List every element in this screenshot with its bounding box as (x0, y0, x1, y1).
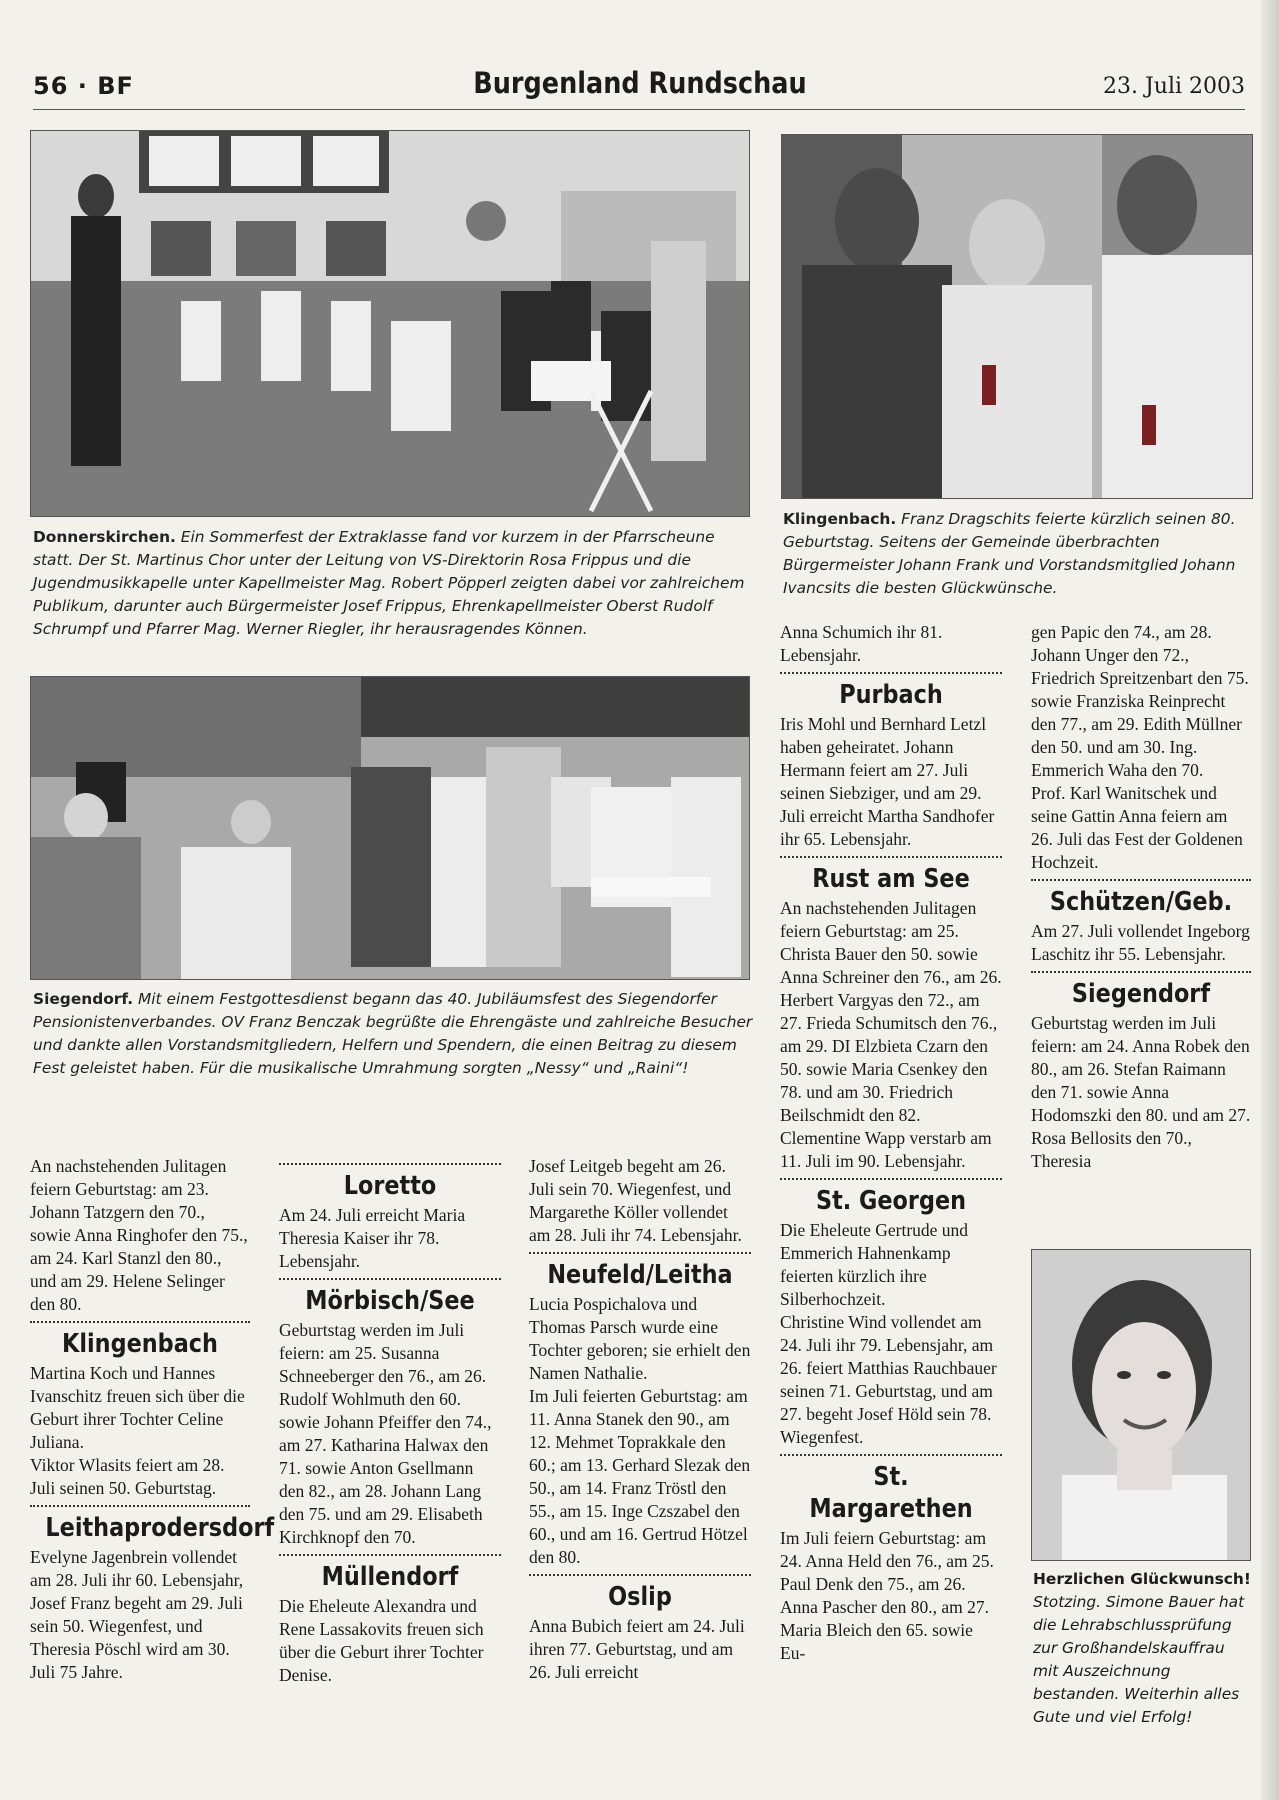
column-1 (30, 1155, 275, 1684)
dotted-divider (780, 1454, 1002, 1456)
paragraph: An nachstehenden Julitagen feiern Geburtstag: am 23. Johann Tatzgern den 70., sowie Anna Ringhofer den 75., am 24. Karl Stanzl den 80., und am 29. Helene Selinger den 80. (30, 1156, 248, 1314)
paragraph: Im Juli feierten Geburtstag: am 11. Anna Stanek den 90., am 12. Mehmet Toprakkale den 60.; am 13. Gerhard Slezak den 50., am 14. Franz Tröstl den 55., am 15. Inge Czszabel den 60., und am 16. Gertrud Hötzel den 80. (529, 1386, 751, 1567)
paragraph: An nachstehenden Julitagen feiern Geburtstag: am 25. Christa Bauer den 50. sowie Anna Schreiner den 76., am 26. Herbert Vargyas den 72., am 27. Frieda Schumitsch den 76., am 29. DI Elzbieta Czarn den 50. sowie Maria Csenkey den 78. und am 30. Friedrich Beilschmidt den 82. (780, 898, 1002, 1125)
dotted-divider (279, 1163, 501, 1165)
dotted-divider (529, 1252, 751, 1254)
column-5 (1031, 621, 1251, 1173)
dotted-divider (279, 1554, 501, 1556)
paragraph: gen Papic den 74., am 28. Johann Unger den 72., Friedrich Spreitzenbart den 75. sowie Franziska Reinprecht den 77., am 29. Edith Müllner den 50. und am 30. Ing. Emmerich Waha den 70. (1031, 622, 1249, 780)
dotted-divider (780, 672, 1002, 674)
section-heading: Klingenbach (62, 1329, 218, 1359)
paragraph: Am 27. Juli vollendet Ingeborg Laschitz ihr 55. Lebensjahr. (1031, 921, 1250, 964)
section-heading: Siegendorf (1071, 979, 1211, 1009)
header-rule (33, 109, 1245, 110)
paragraph: Evelyne Jagenbrein vollendet am 28. Juli ihr 60. Lebensjahr, Josef Franz begeht am 29. Juli sein 50. Wiegenfest, und Theresia Pöschl wird am 30. Juli 75 Jahre. (30, 1547, 244, 1682)
paragraph: Viktor Wlasits feiert am 28. Juli seinen 50. Geburtstag. (30, 1455, 225, 1498)
paragraph: Prof. Karl Wanitschek und seine Gattin Anna feiern am 26. Juli das Fest der Goldenen Hochzeit. (1031, 783, 1243, 872)
column-3 (529, 1155, 751, 1684)
page-section: 56 · BF (33, 72, 134, 100)
caption-donnerskirchen (33, 526, 753, 641)
caption-portrait (1033, 1568, 1253, 1729)
dotted-divider (1031, 971, 1251, 973)
section-heading: Oslip (608, 1582, 672, 1612)
column-4 (780, 621, 1002, 1665)
paragraph: Im Juli feiern Geburtstag: am 24. Anna Held den 76., am 25. Paul Denk den 75., am 26. Anna Pascher den 80., am 27. Maria Bleich den 65. sowie Eu- (780, 1528, 994, 1663)
caption-text: Mit einem Festgottesdienst begann das 40. Jubiläumsfest des Siegendorfer Pensionistenverbandes. OV Franz Benczak begrüßte die Ehrengäste und zahlreiche Besucher und dankte allen Vorstandsmitgliedern, Helfern und Spendern, die einen Beitrag zu diesem Fest geleistet haben. Für die musikalische Umrahmung sorgten „Nessy“ und „Raini“! (33, 990, 753, 1077)
caption-place: Donnerskirchen. (33, 528, 176, 546)
paragraph: Martina Koch und Hannes Ivanschitz freuen sich über die Geburt ihrer Tochter Celine Juliana. (30, 1363, 245, 1452)
caption-text: Stotzing. Simone Bauer hat die Lehrabschlussprüfung zur Großhandelskauffrau mit Auszeichnung bestanden. Weiterhin alles Gute und viel Erfolg! (1033, 1593, 1245, 1726)
klingenbach-photo (781, 134, 1253, 499)
scan-edge (1261, 0, 1279, 1800)
paragraph: Geburtstag werden im Juli feiern: am 24. Anna Robek den 80., am 26. Stefan Raimann den 71. sowie Anna Hodomszki den 80. und am 27. Rosa Bellosits den 70., Theresia (1031, 1013, 1251, 1171)
paragraph: Josef Leitgeb begeht am 26. Juli sein 70. Wiegenfest, und Margarethe Köller vollendet am 28. Juli ihr 74. Lebensjahr. (529, 1156, 742, 1245)
paragraph: Geburtstag werden im Juli feiern: am 25. Susanna Schneeberger den 76., am 26. Rudolf Wohlmuth den 60. sowie Johann Pfeiffer den 74., am 27. Katharina Halwax den 71. sowie Anton Gsellmann den 82., am 28. Johann Lang den 75. und am 29. Elisabeth Kirchknopf den 70. (279, 1320, 492, 1547)
caption-text: Franz Dragschits feierte kürzlich seinen 80. Geburtstag. Seitens der Gemeinde überbrachten Bürgermeister Johann Frank und Vorstandsmitglied Johann Ivancsits die besten Glückwünsche. (783, 510, 1236, 597)
dotted-divider (780, 1178, 1002, 1180)
section-heading: St. Margarethen (809, 1462, 973, 1524)
section-heading: Purbach (839, 680, 943, 710)
portrait-photo (1031, 1249, 1251, 1561)
paragraph: Am 24. Juli erreicht Maria Theresia Kaiser ihr 78. Lebensjahr. (279, 1205, 466, 1271)
dotted-divider (1031, 879, 1251, 881)
paragraph: Die Eheleute Gertrude und Emmerich Hahnenkamp feierten kürzlich ihre Silberhochzeit. (780, 1220, 969, 1309)
column-2 (279, 1158, 501, 1687)
caption-klingenbach (783, 508, 1253, 600)
issue-date: 23. Juli 2003 (1102, 74, 1245, 99)
siegendorf-photo (30, 676, 750, 980)
newspaper-title: Burgenland Rundschau (473, 66, 807, 100)
band-photo (30, 130, 750, 517)
section-heading: Rust am See (812, 864, 970, 894)
section-heading: Neufeld/Leitha (547, 1260, 733, 1290)
dotted-divider (780, 856, 1002, 858)
section-heading: Mörbisch/See (305, 1286, 475, 1316)
paragraph: Lucia Pospichalova und Thomas Parsch wurde eine Tochter geboren; sie erhielt den Namen Nathalie. (529, 1294, 751, 1383)
section-heading: Müllendorf (321, 1562, 459, 1592)
section-heading: St. Georgen (815, 1186, 967, 1216)
caption-place: Klingenbach. (783, 510, 897, 528)
paragraph: Clementine Wapp verstarb am 11. Juli im 90. Lebensjahr. (780, 1128, 992, 1171)
section-heading: Schützen/Geb. (1049, 887, 1233, 917)
caption-text: Ein Sommerfest der Extraklasse fand vor kurzem in der Pfarrscheune statt. Der St. Martinus Chor unter der Leitung von VS-Direktorin Rosa Frippus und die Jugendmusikkapelle unter Kapellmeister Mag. Robert Pöpperl zeigten dabei vor zahlreichem Publikum, darunter auch Bürgermeister Josef Frippus, Ehrenkapellmeister Oberst Rudolf Schrumpf und Pfarrer Mag. Werner Riegler, ihr herausragendes Können. (33, 528, 745, 638)
section-heading: Loretto (343, 1171, 437, 1201)
paragraph: Christine Wind vollendet am 24. Juli ihr 79. Lebensjahr, am 26. feiert Matthias Rauchbauer seinen 71. Geburtstag, und am 27. begeht Josef Höld sein 78. Wiegenfest. (780, 1312, 997, 1447)
dotted-divider (30, 1505, 250, 1507)
paragraph: Die Eheleute Alexandra und Rene Lassakovits freuen sich über die Geburt ihrer Tochter Denise. (279, 1596, 484, 1685)
caption-siegendorf (33, 988, 753, 1080)
caption-heading: Herzlichen Glückwunsch! (1033, 1570, 1251, 1588)
dotted-divider (279, 1278, 501, 1280)
dotted-divider (30, 1321, 250, 1323)
paragraph: Anna Bubich feiert am 24. Juli ihren 77. Geburtstag, und am 26. Juli erreicht (529, 1616, 745, 1682)
dotted-divider (529, 1574, 751, 1576)
caption-place: Siegendorf. (33, 990, 134, 1008)
section-heading: Leithaprodersdorf (45, 1513, 275, 1543)
paragraph: Anna Schumich ihr 81. Lebensjahr. (780, 622, 943, 665)
paragraph: Iris Mohl und Bernhard Letzl haben geheiratet. Johann Hermann feiert am 27. Juli seinen Siebziger, und am 29. Juli erreicht Martha Sandhofer ihr 65. Lebensjahr. (780, 714, 995, 849)
